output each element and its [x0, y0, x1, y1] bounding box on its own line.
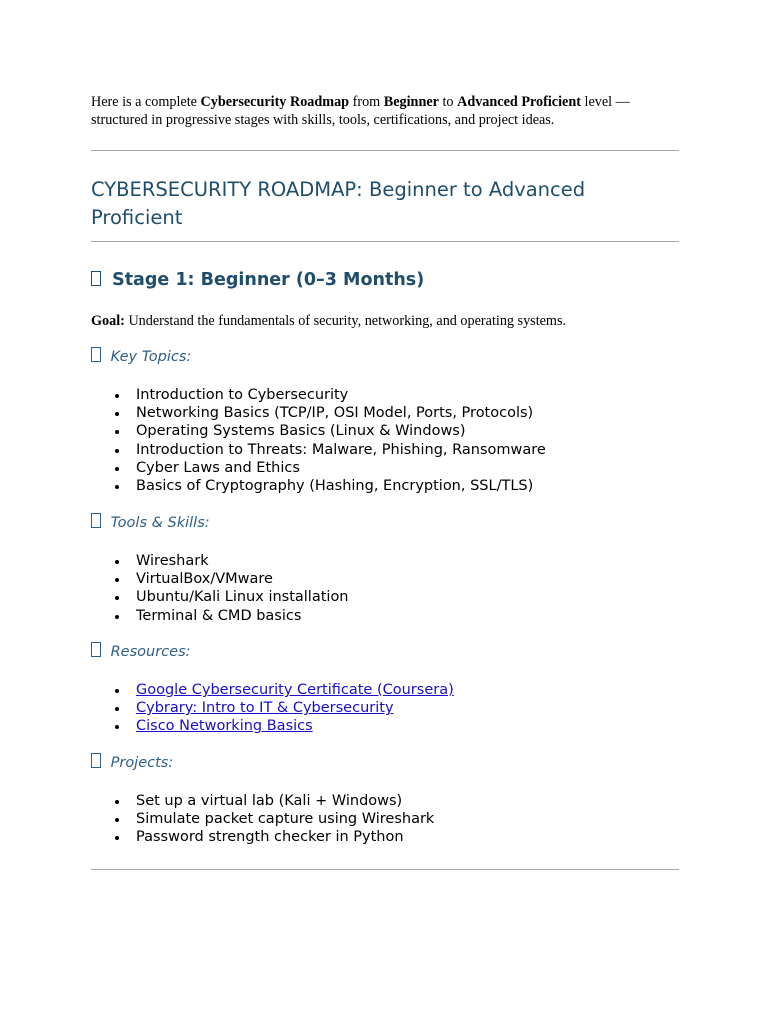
resources-heading-text: Resources: [106, 644, 191, 660]
key-topics-list [91, 386, 546, 495]
divider-3 [91, 869, 679, 870]
list-item: Set up a virtual lab (Kali + Windows) [91, 792, 434, 810]
intro-bold-advanced: Advanced Proficient [457, 94, 581, 110]
resource-link-cisco[interactable]: Cisco Networking Basics [136, 718, 313, 735]
intro-text-2: from [349, 94, 384, 110]
projects-list [91, 792, 434, 847]
projects-heading [91, 753, 173, 773]
intro-bold-roadmap: Cybersecurity Roadmap [200, 94, 350, 110]
tools-heading [91, 513, 210, 533]
intro-text-4: level — structured in progressive stages with skills, tools, certifications, and project ideas. [91, 94, 630, 128]
list-item: Wireshark [91, 552, 349, 570]
missing-glyph-icon [91, 513, 101, 528]
resources-heading [91, 642, 191, 662]
document-title: CYBERSECURITY ROADMAP: Beginner to Advanced Proficient [91, 178, 586, 229]
list-item: Ubuntu/Kali Linux installation [91, 588, 349, 606]
key-topics-heading-text: Key Topics: [106, 349, 192, 365]
projects-heading-text: Projects: [106, 755, 174, 771]
missing-glyph-icon [91, 271, 101, 286]
list-item [91, 717, 454, 735]
list-item: Cyber Laws and Ethics [91, 459, 546, 477]
resource-link-coursera[interactable]: Google Cybersecurity Certificate (Coursera) [136, 682, 454, 698]
goal-paragraph [91, 312, 566, 330]
list-item: Introduction to Cybersecurity [91, 386, 546, 404]
list-item: Introduction to Threats: Malware, Phishing, Ransomware [91, 441, 546, 459]
divider-2 [91, 241, 679, 242]
list-item: VirtualBox/VMware [91, 570, 349, 588]
stage-1-heading [91, 268, 424, 292]
tools-list [91, 552, 349, 625]
missing-glyph-icon [91, 642, 101, 657]
list-item: Operating Systems Basics (Linux & Windows) [91, 422, 546, 440]
list-item [91, 699, 454, 717]
list-item: Simulate packet capture using Wireshark [91, 810, 434, 828]
intro-paragraph [91, 93, 679, 129]
intro-text-1: Here is a complete [91, 94, 201, 110]
list-item: Networking Basics (TCP/IP, OSI Model, Ports, Protocols) [91, 404, 546, 422]
list-item: Terminal & CMD basics [91, 607, 349, 625]
missing-glyph-icon [91, 347, 101, 362]
resource-link-cybrary[interactable]: Cybrary: Intro to IT & Cybersecurity [136, 700, 394, 717]
list-item: Password strength checker in Python [91, 828, 434, 846]
goal-text: Understand the fundamentals of security, networking, and operating systems. [124, 313, 567, 329]
list-item [91, 681, 454, 699]
resources-list [91, 681, 454, 736]
divider-1 [91, 150, 679, 151]
key-topics-heading [91, 347, 191, 367]
goal-label: Goal: [91, 313, 125, 329]
intro-text-3: to [438, 94, 458, 110]
tools-heading-text: Tools & Skills: [106, 515, 210, 531]
stage-1-heading-text: Stage 1: Beginner (0–3 Months) [106, 270, 425, 290]
missing-glyph-icon [91, 753, 101, 768]
list-item: Basics of Cryptography (Hashing, Encryption, SSL/TLS) [91, 477, 546, 495]
intro-bold-beginner: Beginner [383, 94, 439, 110]
